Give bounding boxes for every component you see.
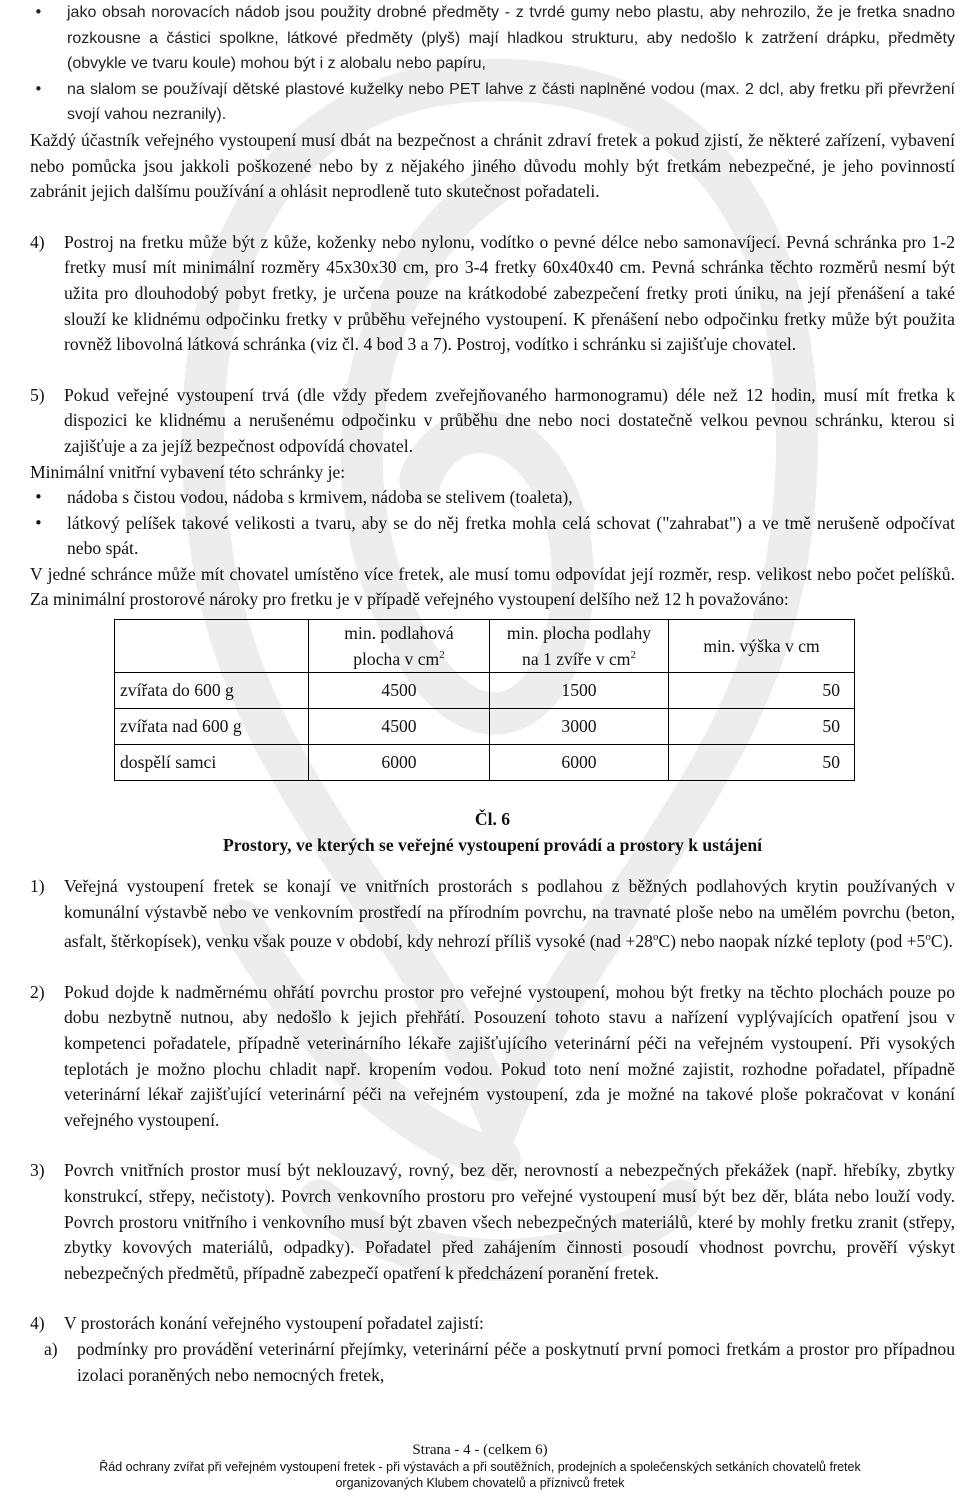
item-number: 2)	[30, 981, 45, 1002]
table-corner-cell	[115, 620, 309, 673]
item-text: Povrch vnitřních prostor musí být neklouzavý, rovný, bez děr, nerovností a nebezpečných překážek (např. hřebíky, zbytky konstrukcí, střepy, nečistoty). Povrch venkovního prostoru pro veřejné vystoupení musí být bez děr, bláta nebo louží vody. Povrch prostoru vnitřního i venkovního musí být zbaven všech nebezpečných materiálů, které by mohly fretku zranit (střepy, zbytky kovových materiálů, odpadky). Pořadatel před zahájením činnosti posoudí vhodnost povrchu, prověří výskyt nebezpečných předmětů, případně zabezpečí opatření k předcházení poranění fretek.	[64, 1160, 955, 1283]
footer-line-1: Řád ochrany zvířat při veřejném vystoupení fretek - při výstavách a při soutěžních, prodejních a společenských setkáních chovatelů fretek	[99, 1460, 861, 1474]
item-4	[30, 230, 955, 358]
document-page	[30, 0, 955, 1388]
article-number: Čl. 6	[474, 809, 511, 830]
article-title: Prostory, ve kterých se veřejné vystoupení provádí a prostory k ustájení	[222, 834, 763, 855]
page-number: Strana - 4 - (celkem 6)	[412, 1442, 548, 1458]
article6-item-4	[30, 1311, 955, 1337]
continued-bullet-list	[30, 0, 955, 128]
cell-floor: 6000	[309, 745, 490, 781]
multi-ferret-paragraph: V jedné schránce může mít chovatel umístěno více fretek, ale musí tomu odpovídat její rozměr, resp. velikost nebo počet pelíšků. Za minimální prostorové nároky pro fretku je v případě veřejného vystoupení delšího než 12 h považováno:	[30, 563, 955, 610]
equipment-intro: Minimální vnitřní vybavení této schránky je:	[30, 461, 346, 482]
row-label: zvířata nad 600 g	[115, 709, 309, 745]
table-header-row	[115, 620, 855, 673]
item-number: 1)	[30, 876, 45, 897]
article6-item-1: 1) Veřejná vystoupení fretek se konají ve vnitřních prostorách s podlahou z běžných podlahových krytin používaných v komunální výstavbě nebo ve venkovním prostředí na přírodním povrchu, na travnaté ploše nebo na umělém povrchu (beton, asfalt, štěrkopísek), venku však pouze v období, kdy nehrozí příliš vysoké $(nad +28^oC)$ nebo naopak nízké teploty $(pod +5^oC)$.	[30, 876, 955, 952]
article6-item-4a	[30, 1337, 955, 1388]
footer-line-2: organizovaných Klubem chovatelů a příznivců fretek	[335, 1476, 625, 1490]
bullet-item: • jako obsah norovacích nádob jsou použity drobné předměty - z tvrdé gumy nebo plastu, aby nehrozilo, že je fretka snadno rozkousne a částici spolkne, látkové předměty (plyš) mají hladkou strukturu, aby nedošlo k zatržení drápku, předměty (obvykle ve tvaru koule) mohou být i z alobalu nebo papíru,	[30, 0, 955, 77]
bullet-item: • na slalom se používají dětské plastové kuželky nebo PET lahve z části naplněné vodou (max. 2 dcl, aby fretku při převržení svojí vahou nezranily).	[30, 77, 955, 128]
table-row	[115, 709, 855, 745]
safety-paragraph: Každý účastník veřejného vystoupení musí dbát na bezpečnost a chránit zdraví fretek a pokud zjistí, že některé zařízení, vybavení nebo pomůcka jsou jakkoli poškozené nebo by z nějakého jiného důvodu mohly být fretkám nebezpečné, je jeho povinností zabránit jejich dalšímu používání a ohlásit neprodleně tuto skutečnost pořadateli.	[30, 129, 955, 202]
cell-floor: 4500	[309, 673, 490, 709]
article6-item-2	[30, 980, 955, 1134]
cell-per-animal: 1500	[490, 673, 669, 709]
cell-floor: 4500	[309, 709, 490, 745]
item-number: 4)	[30, 1313, 45, 1334]
row-label: dospělí samci	[115, 745, 309, 781]
page-footer	[0, 1441, 960, 1491]
item-5	[30, 383, 955, 460]
item-text: Pokud veřejné vystoupení trvá (dle vždy předem zveřejňovaného harmonogramu) déle než 12 hodin, musí mít fretka k dispozici ke klidnému a nerušenému odpočinku v průběhu dne nebo noci dostatečně velkou pevnou schránku, kterou si zajišťuje a za jejíž bezpečnost odpovídá chovatel.	[64, 384, 955, 456]
bullet-item: • nádoba s čistou vodou, nádoba s krmivem, nádoba se stelivem (toaleta),	[30, 485, 955, 511]
header-floor-area: min. podlahová plocha v $cm^2$	[309, 620, 490, 673]
header-min-height: min. výška v cm	[669, 620, 855, 673]
cell-per-animal: 6000	[490, 745, 669, 781]
cell-height: 50	[669, 745, 855, 781]
equipment-bullet-list	[30, 485, 955, 562]
sub-item-text: podmínky pro provádění veterinární přejímky, veterinární péče a poskytnutí první pomoci fretkám a prostor pro případnou izolaci poraněných nebo nemocných fretek,	[77, 1339, 955, 1385]
sub-item-letter: a)	[44, 1339, 58, 1360]
bullet-item: • látkový pelíšek takové velikosti a tvaru, aby se do něj fretka mohla celá schovat ("zahrabat") a ve tmě nerušeně odpočívat nebo spát.	[30, 511, 955, 562]
cell-height: 50	[669, 709, 855, 745]
cell-height: 50	[669, 673, 855, 709]
item-number: 3)	[30, 1160, 45, 1181]
row-label: zvířata do 600 g	[115, 673, 309, 709]
cell-per-animal: 3000	[490, 709, 669, 745]
table-row	[115, 673, 855, 709]
header-area-per-animal: min. plocha podlahy na 1 zvíře v $cm^2$	[490, 620, 669, 673]
table-row	[115, 745, 855, 781]
item-text: Pokud dojde k nadměrnému ohřátí povrchu prostor pro veřejné vystoupení, mohou být fretky na těchto plochách pouze po dobu nezbytně nutnou, aby nedošlo k jejich přehřátí. Posouzení tohoto stavu a nařízení vyplývajících opatření jsou v kompetenci pořadatele, případně veterinárního lékaře zajišťujícího veterinární péči na veřejném vystoupení. Při vysokých teplotách je možno plochu chladit např. kropením vodou. Pokud toto není možné zajistit, rozhodne pořadatel, případně veterinární lékař zajišťující veterinární péči na veřejném vystoupení, zda je možné na takové ploše pokračovat v konání veřejného vystoupení.	[64, 981, 955, 1130]
item-text: V prostorách konání veřejného vystoupení pořadatel zajistí:	[64, 1313, 484, 1334]
item-text: Postroj na fretku může být z kůže, koženky nebo nylonu, vodítko o pevné délce nebo samonavíjecí. Pevná schránka pro 1-2 fretky musí mít minimální rozměry 45x30x30 cm, pro 3-4 fretky 60x40x40 cm. Pevná schránka těchto rozměrů nesmí být užita pro dlouhodobý pobyt fretky, je určena pouze na krátkodobé zabezpečení fretky proti úniku, na její přenášení a také slouží ke klidnému odpočinku fretky v průběhu veřejného vystoupení. K přenášení nebo odpočinku fretky může být použita rovněž libovolná látková schránka (viz čl. 4 bod 3 a 7). Postroj, vodítko i schránku si zajišťuje chovatel.	[64, 231, 955, 355]
space-requirements-table	[114, 619, 855, 781]
item-number: 4)	[30, 231, 45, 252]
article6-item-3	[30, 1158, 955, 1286]
item-number: 5)	[30, 384, 45, 405]
item-text: Veřejná vystoupení fretek se konají ve vnitřních prostorách s podlahou z běžných podlahových krytin používaných v komunální výstavbě nebo ve venkovním prostředí na přírodním povrchu, na travnaté ploše nebo na umělém povrchu (beton, asfalt, štěrkopísek), venku však pouze v období, kdy nehrozí příliš vysoké (nad +28	[64, 876, 955, 952]
